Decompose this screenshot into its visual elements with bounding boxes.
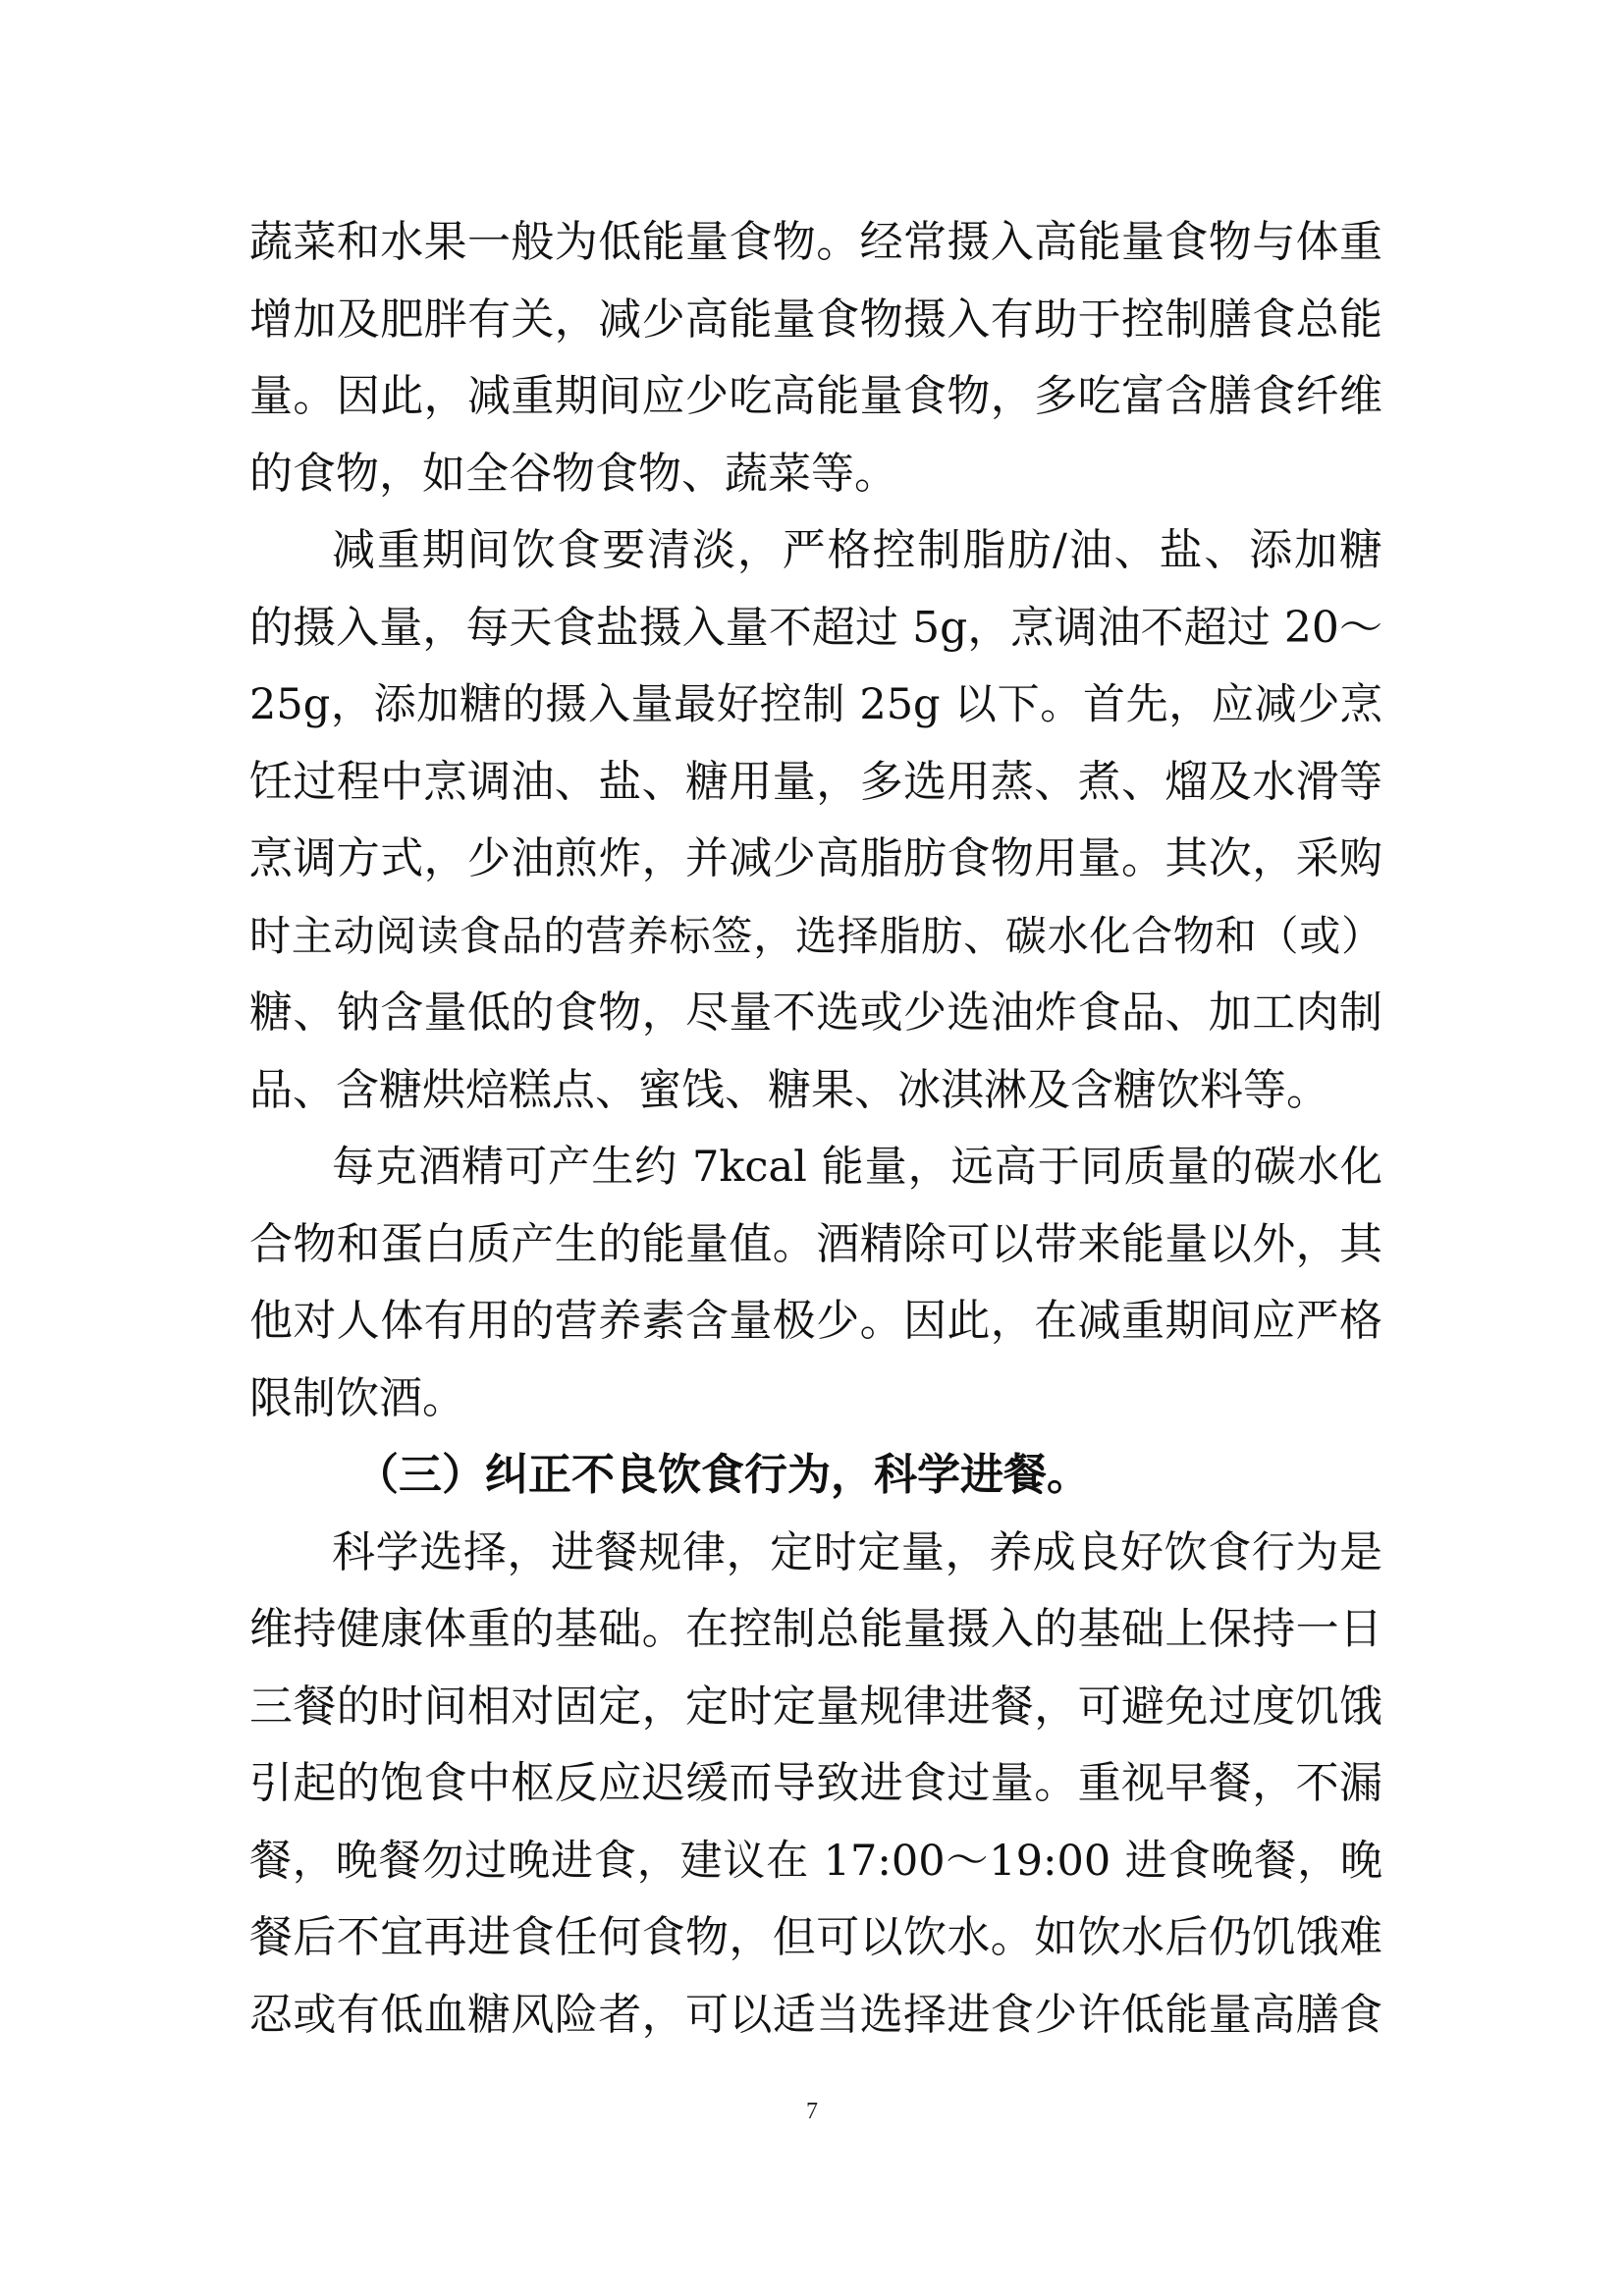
text-line: 蔬菜和水果一般为低能量食物。经常摄入高能量食物与体重 xyxy=(249,217,1382,267)
page-number: 7 xyxy=(806,2099,818,2124)
text-line: 合物和蛋白质产生的能量值。酒精除可以带来能量以外，其 xyxy=(249,1218,1382,1269)
text-line: 餐后不宜再进食任何食物，但可以饮水。如饮水后仍饥饿难 xyxy=(249,1912,1382,1962)
text-line: 增加及肥胖有关，减少高能量食物摄入有助于控制膳食总能 xyxy=(249,294,1382,345)
body-text xyxy=(249,204,1382,2054)
text-line: 他对人体有用的营养素含量极少。因此，在减重期间应严格 xyxy=(249,1296,1382,1346)
paragraph-start-line: 减重期间饮食要清淡，严格控制脂肪/油、盐、添加糖 xyxy=(332,525,1382,575)
text-line: 引起的饱食中枢反应迟缓而导致进食过量。重视早餐，不漏 xyxy=(249,1758,1382,1808)
text-line: 三餐的时间相对固定，定时定量规律进餐，可避免过度饥饿 xyxy=(249,1681,1382,1732)
text-line: 维持健康体重的基础。在控制总能量摄入的基础上保持一日 xyxy=(249,1604,1382,1654)
paragraph-start-line: 每克酒精可产生约 7kcal 能量，远高于同质量的碳水化 xyxy=(332,1143,1382,1192)
text-line: 餐，晚餐勿过晚进食，建议在 17:00～19:00 进食晚餐，晚 xyxy=(249,1836,1382,1886)
text-line: 饪过程中烹调油、盐、糖用量，多选用蒸、煮、熘及水滑等 xyxy=(249,756,1382,807)
text-line: 糖、钠含量低的食物，尽量不选或少选油炸食品、加工肉制 xyxy=(249,988,1382,1038)
text-line: 时主动阅读食品的营养标签，选择脂肪、碳水化合物和（或） xyxy=(249,911,1382,960)
text-line: 限制饮酒。 xyxy=(249,1372,465,1423)
text-line: 的食物，如全谷物食物、蔬菜等。 xyxy=(249,448,897,499)
text-line: 品、含糖烘焙糕点、蜜饯、糖果、冰淇淋及含糖饮料等。 xyxy=(249,1064,1329,1115)
text-line: 25g，添加糖的摄入量最好控制 25g 以下。首先，应减少烹 xyxy=(249,680,1382,729)
text-line: 的摄入量，每天食盐摄入量不超过 5g，烹调油不超过 20～ xyxy=(249,602,1382,653)
paragraph-start-line: 科学选择，进餐规律，定时定量，养成良好饮食行为是 xyxy=(332,1526,1382,1577)
text-line: 烹调方式，少油煎炸，并减少高脂肪食物用量。其次，采购 xyxy=(249,833,1382,883)
text-line: 忍或有低血糖风险者，可以适当选择进食少许低能量高膳食 xyxy=(249,1989,1382,2040)
section-heading: （三）纠正不良饮食行为，科学进餐。 xyxy=(355,1450,1090,1500)
text-line: 量。因此，减重期间应少吃高能量食物，多吃富含膳食纤维 xyxy=(249,371,1382,421)
